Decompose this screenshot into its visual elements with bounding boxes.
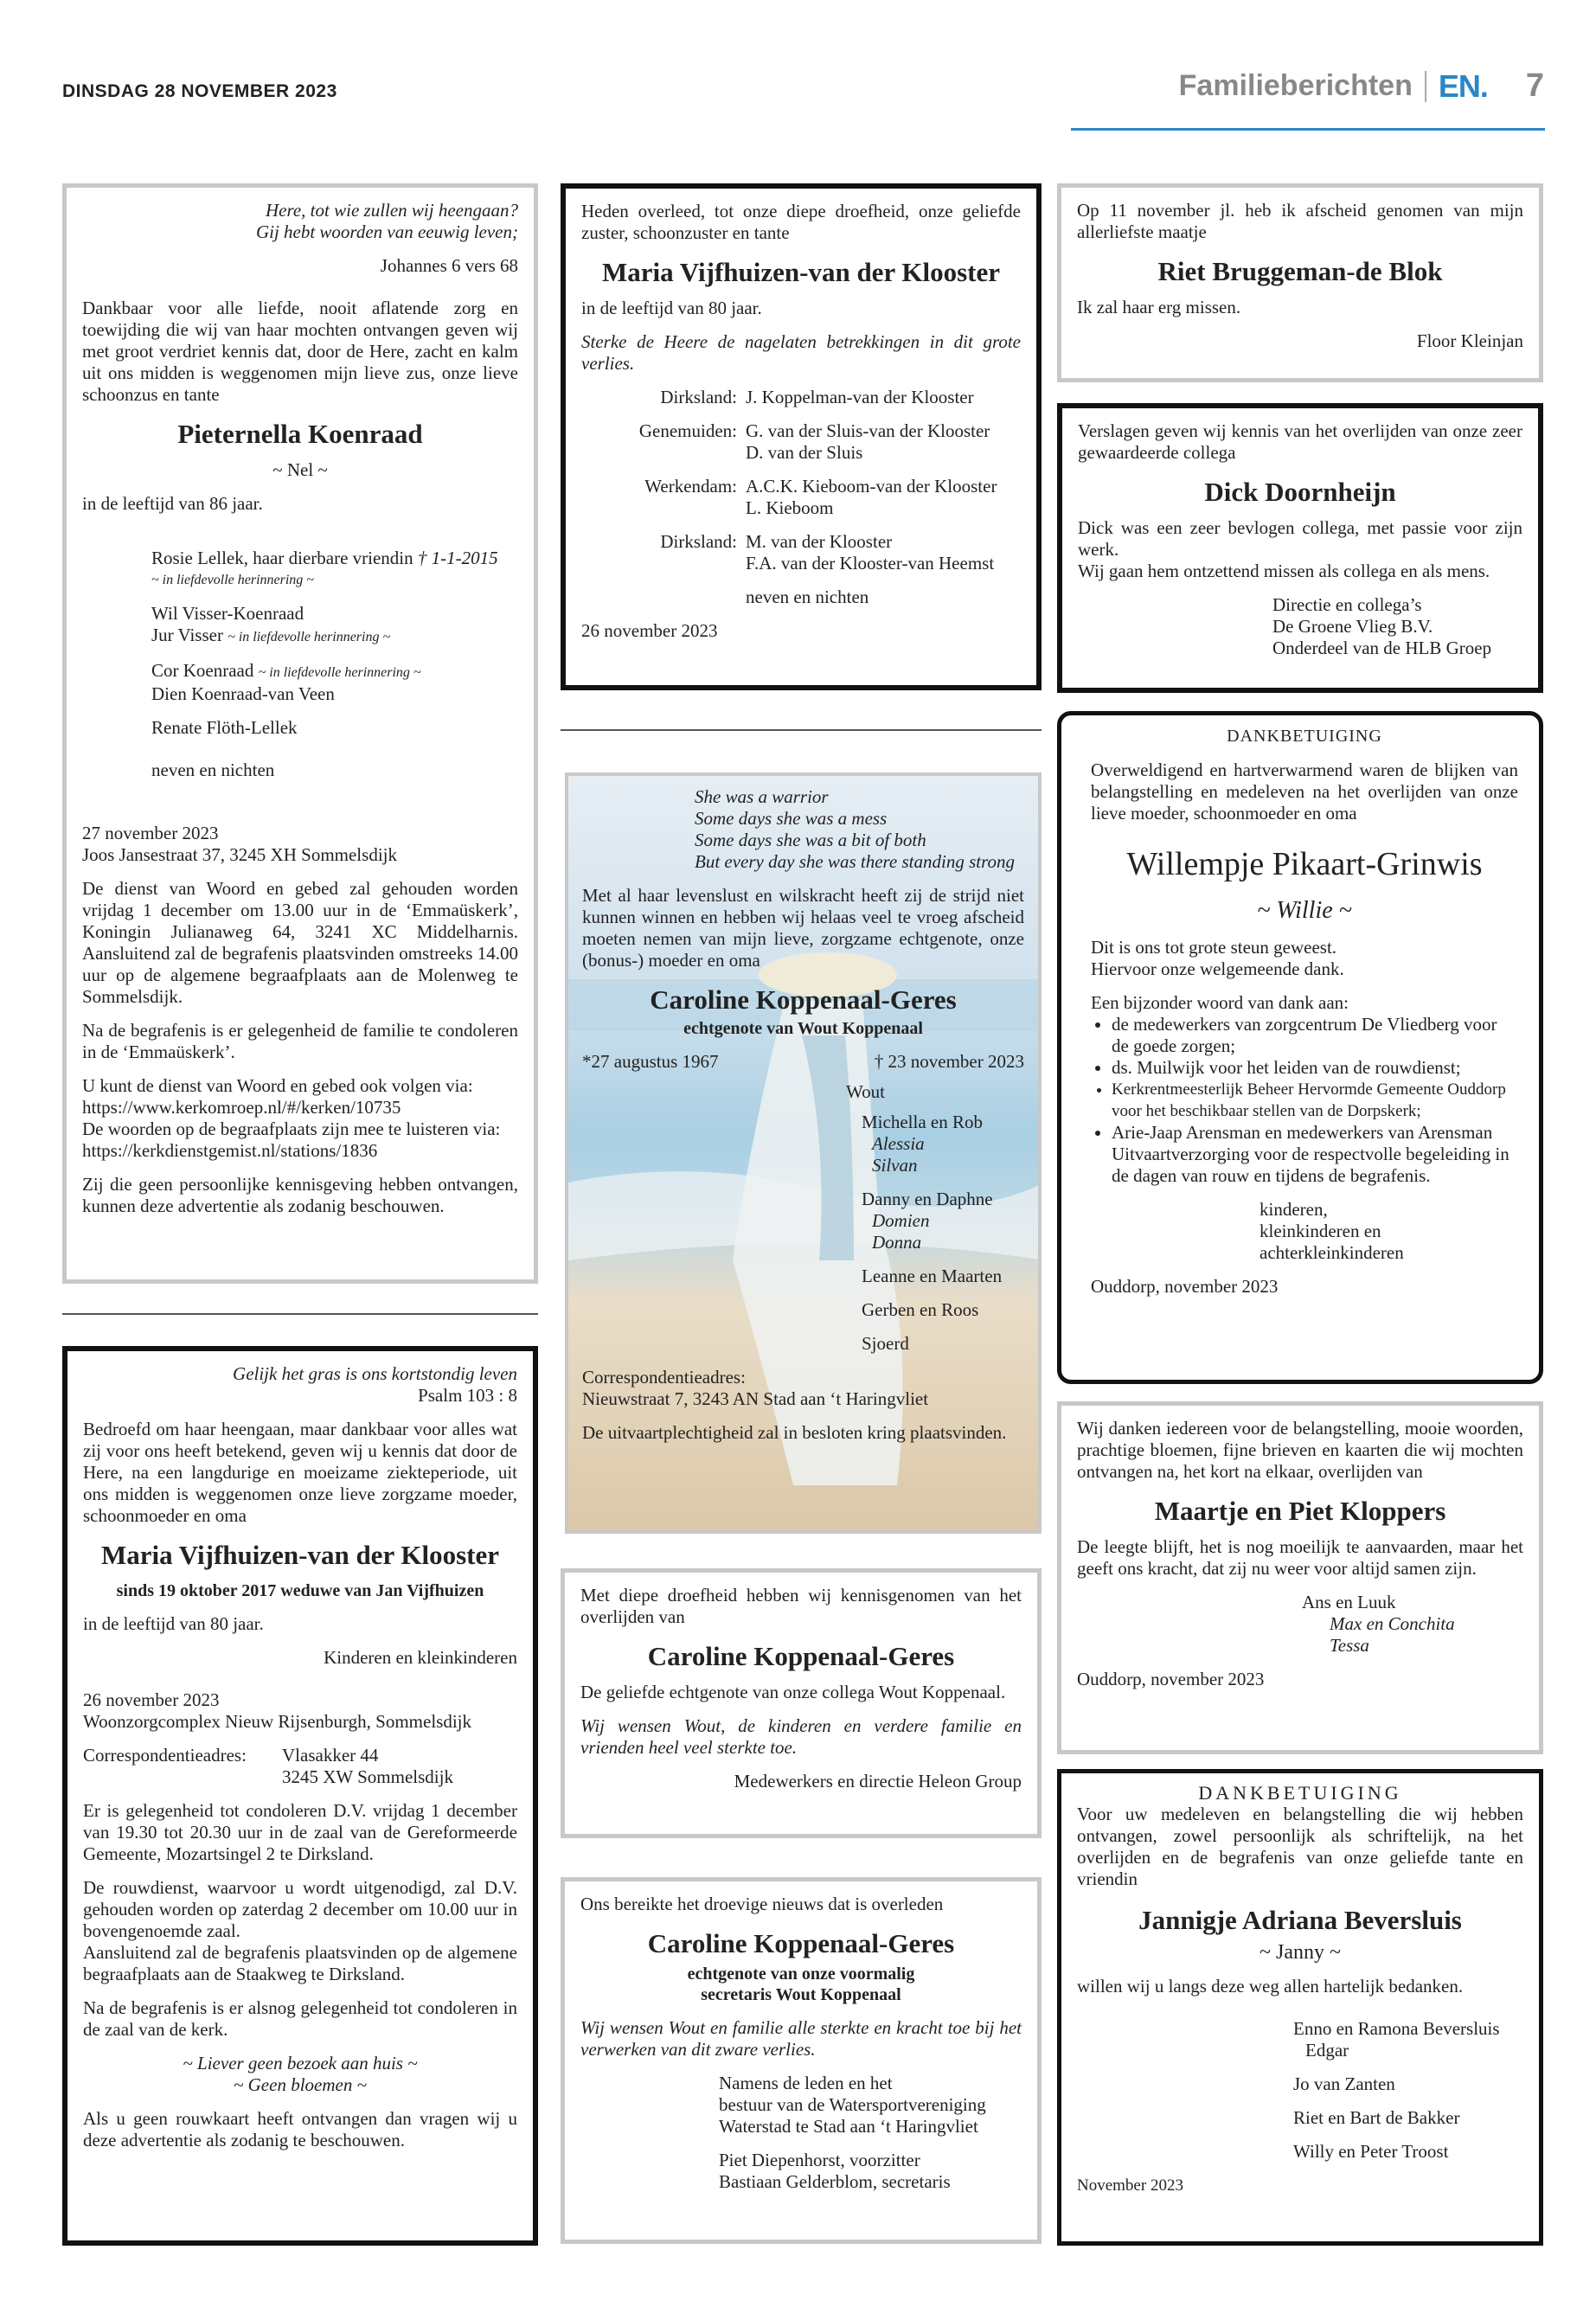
deceased-name: Dick Doornheijn: [1204, 477, 1396, 507]
notice-willempje: [1057, 711, 1543, 1384]
list-item: • Kerkrentmeesterlijk Beheer Hervormde Gemeente Ouddorp voor het beschikbaar stellen van de Dorpskerk;: [1112, 1079, 1518, 1122]
death-date: † 23 november 2023: [874, 1051, 1024, 1072]
notice-vijfhuizen-siblings: [561, 183, 1042, 690]
list-item: • de medewerkers van zorgcentrum De Vliedberg voor de goede zorgen;: [1112, 1014, 1518, 1057]
relative-place: Dirksland:: [660, 531, 737, 552]
intro-text: Overweldigend en hartverwarmend waren de blijken van belangstelling en medeleven na het overlijden van onze lieve moeder, schoonmoeder en oma: [1091, 760, 1518, 824]
signatories: [1091, 1199, 1518, 1264]
nickname: ~ Nel ~: [272, 459, 328, 480]
poem-line: But every day she was there standing strong: [695, 851, 1015, 872]
verse-ref: Johannes 6 vers 68: [380, 255, 518, 276]
sign-line: Waterstad te Stad aan ‘t Haringvliet: [719, 2116, 978, 2137]
condolence-info: Er is gelegenheid tot condoleren D.V. vrijdag 1 december van 19.30 tot 20.30 uur in de zaal van de Gereformeerde Gemeente, Mozartsingel 2 te Dirksland.: [83, 1800, 517, 1864]
intro-text: Dankbaar voor alle liefde, nooit aflatende zorg en toewijding die wij van haar mochten ontvangen geven wij met groot verdriet kennis dat, door de Here, zacht en kalm uit ons midden is weggenomen mijn lieve zus, onze lieve schoonzus en tante: [82, 298, 518, 405]
grandchild: Alessia: [872, 1133, 925, 1154]
sign-line: Onderdeel van de HLB Groep: [1272, 638, 1492, 658]
poem-line: Some days she was a mess: [695, 808, 888, 829]
sign-line: Edgar: [1305, 2040, 1349, 2061]
notice-dick: [1057, 403, 1543, 693]
masthead: [1179, 67, 1544, 105]
relative-group: [581, 420, 1021, 464]
relative: Wout: [846, 1081, 885, 1102]
notice-date: Ouddorp, november 2023: [1077, 1669, 1265, 1689]
sign-line: kinderen,: [1259, 1199, 1328, 1220]
body-text: De leegte blijft, het is nog moeilijk te aanvaarden, maar het geeft ons kracht, dat zij nu weer voor altijd samen zijn.: [1077, 1536, 1523, 1579]
burial-info: Aansluitend zal de begrafenis plaatsvinden op de algemene begraafplaats aan de Staakweg te Dirksland.: [83, 1942, 517, 1984]
relative: L. Kieboom: [746, 497, 834, 518]
audio-info: De woorden op de begraafplaats zijn mee te luisteren via:: [82, 1118, 501, 1139]
sign-line: Max en Conchita: [1330, 1613, 1455, 1634]
service-info: De uitvaartplechtigheid zal in besloten kring plaatsvinden.: [582, 1422, 1007, 1443]
condolence-info: Na de begrafenis is er gelegenheid de familie te condoleren in de ‘Emmaüskerk’.: [82, 1020, 518, 1062]
deceased-name: Pieternella Koenraad: [177, 419, 423, 449]
sign-line: Riet en Bart de Bakker: [1293, 2107, 1460, 2128]
deceased-name: Maria Vijfhuizen-van der Klooster: [601, 257, 1001, 287]
sign-line: Tessa: [1330, 1635, 1369, 1656]
deceased-name: Maartje en Piet Kloppers: [1154, 1496, 1446, 1526]
body-text: willen wij u langs deze weg allen hartelijk bedanken.: [1077, 1976, 1464, 1997]
intro-text: Verslagen geven wij kennis van het overlijden van onze zeer gewaardeerde collega: [1078, 420, 1522, 463]
sign-line: Willy en Peter Troost: [1293, 2141, 1449, 2162]
relative: Michella en Rob: [862, 1112, 983, 1132]
closing-text: Zij die geen persoonlijke kennisgeving hebben ontvangen, kunnen deze advertentie als zodanig beschouwen.: [82, 1174, 518, 1216]
condolence-info: Na de begrafenis is er alsnog gelegenheid tot condoleren in de zaal van de kerk.: [83, 1997, 517, 2040]
body-text: Een bijzonder woord van dank aan:: [1091, 992, 1349, 1013]
deceased-name: Riet Bruggeman-de Blok: [1157, 256, 1443, 286]
notice-riet: [1057, 183, 1543, 382]
notice-date: 26 november 2023: [83, 1689, 220, 1710]
notice-date: November 2023: [1077, 2176, 1183, 2195]
verse-line: Here, tot wie zullen wij heengaan?: [265, 200, 518, 221]
body-text: Wij gaan hem ontzettend missen als collega en als mens.: [1078, 561, 1490, 581]
header-rule: [1071, 128, 1545, 131]
relative-group: [581, 387, 1021, 408]
verse-line: Gelijk het gras is ons kortstondig leven: [233, 1363, 517, 1384]
body-text: Ik zal haar erg missen.: [1077, 297, 1241, 317]
grandchild: Silvan: [872, 1155, 918, 1176]
relative: Leanne en Maarten: [862, 1266, 1003, 1286]
notice-date: 26 november 2023: [581, 620, 718, 641]
body-text: De geliefde echtgenote van onze collega Wout Koppenaal.: [580, 1682, 1006, 1702]
relative: Rosie Lellek, haar dierbare vriendin: [151, 548, 413, 568]
nickname: ~ Janny ~: [1259, 1941, 1341, 1964]
poem-line: She was a warrior: [695, 786, 829, 807]
poem-line: Some days she was a bit of both: [695, 830, 926, 850]
sign-line: Ans en Luuk: [1302, 1592, 1396, 1612]
deceased-name: Maria Vijfhuizen-van der Klooster: [100, 1540, 500, 1570]
name-subtitle: sinds 19 oktober 2017 weduwe van Jan Vijfhuizen: [116, 1581, 484, 1600]
age-line: in de leeftijd van 80 jaar.: [581, 298, 762, 318]
deceased-name: Caroline Koppenaal-Geres: [650, 984, 957, 1015]
list-item: • Arie-Jaap Arensman en medewerkers van Arensman Uitvaartverzorging voor de respectvolle begeleiding in de dagen van rouw en tijdens de begrafenis.: [1112, 1122, 1518, 1187]
relative: Danny en Daphne: [862, 1189, 993, 1209]
relative: F.A. van der Klooster-van Heemst: [746, 553, 995, 574]
relative: neven en nichten: [151, 760, 275, 780]
notice-vijfhuizen-family: [62, 1346, 538, 2246]
sign-line: Enno en Ramona Beversluis: [1293, 2018, 1500, 2039]
divider: [1425, 71, 1426, 102]
signatories: [1077, 1592, 1523, 1657]
memory-note: ~ in liefdevolle herinnering ~: [258, 665, 421, 680]
body-text: Dit is ons tot grote steun geweest.: [1091, 937, 1337, 958]
sign-line: kleinkinderen en: [1259, 1221, 1381, 1241]
notice-caroline-watersport: [561, 1877, 1042, 2244]
location: Woonzorgcomplex Nieuw Rijsenburgh, Sommelsdijk: [83, 1711, 471, 1732]
relative: A.C.K. Kieboom-van der Klooster: [746, 476, 997, 497]
body-text: Hiervoor onze welgemeende dank.: [1091, 958, 1344, 979]
request-line: ~ Geen bloemen ~: [234, 2074, 367, 2095]
intro-text: Heden overleed, tot onze diepe droefheid, onze geliefde zuster, schoonzuster en tante: [581, 201, 1021, 243]
name-subtitle: secretaris Wout Koppenaal: [701, 1985, 901, 2004]
name-subtitle: echtgenote van Wout Koppenaal: [683, 1019, 923, 1038]
relative: D. van der Sluis: [746, 442, 863, 463]
column-rule: [561, 729, 1042, 731]
stream-link[interactable]: https://www.kerkomroep.nl/#/kerken/10735: [82, 1097, 401, 1118]
grandchild: Domien: [872, 1210, 930, 1231]
newspaper-logo: EN.: [1438, 67, 1488, 104]
wish-text: Wij wensen Wout en familie alle sterkte en kracht toe bij het verwerken van dit zware verlies.: [580, 2017, 1022, 2060]
sign-line: Directie en collega’s: [1272, 594, 1422, 615]
relative: Jur Visser: [151, 625, 223, 645]
intro-text: Voor uw medeleven en belangstelling die wij hebben ontvangen, zowel persoonlijk als schriftelijk, na het overlijden en de begrafenis van onze geliefde tante en vriendin: [1077, 1804, 1523, 1889]
relative: Wil Visser-Koenraad: [151, 603, 304, 624]
intro-text: Met al haar levenslust en wilskracht heeft zij de strijd niet kunnen winnen en hebben wij helaas veel te vroeg afscheid moeten nemen van mijn lieve, zorgzame echtgenote, onze (bonus-) moeder en oma: [582, 885, 1024, 971]
relative-place: Werkendam:: [644, 476, 737, 497]
body-text: Dick was een zeer bevlogen collega, met passie voor zijn werk.: [1078, 517, 1522, 560]
address: Joos Jansestraat 37, 3245 XH Sommelsdijk: [82, 844, 397, 865]
deceased-name: Willempje Pikaart-Grinwis: [1126, 846, 1483, 882]
signatories: [580, 2073, 1022, 2193]
corr-label: Correspondentieadres:: [83, 1745, 247, 1766]
signatories: Medewerkers en directie Heleon Group: [734, 1771, 1022, 1791]
relative-place: Dirksland:: [660, 387, 737, 407]
relative: Gerben en Roos: [862, 1299, 979, 1320]
notice-date: 27 november 2023: [82, 823, 219, 843]
relative: neven en nichten: [746, 586, 869, 607]
deceased-name: Caroline Koppenaal-Geres: [647, 1928, 955, 1958]
sign-line: achterkleinkinderen: [1259, 1242, 1404, 1263]
relative: Renate Flöth-Lellek: [151, 717, 298, 738]
name-subtitle: echtgenote van onze voormalig: [687, 1965, 915, 1984]
intro-text: Wij danken iedereen voor de belangstelling, mooie woorden, prachtige bloemen, fijne brieven en kaarten die wij mochten ontvangen na, het kort na elkaar, overlijden van: [1077, 1418, 1523, 1482]
relative: Cor Koenraad: [151, 660, 254, 681]
service-info: De rouwdienst, waarvoor u wordt uitgenodigd, zal D.V. gehouden worden op zaterdag 2 december om 10.00 uur in bovengenoemde zaal.: [83, 1877, 517, 1941]
corr-label: Correspondentieadres:: [582, 1367, 746, 1388]
notice-date: Ouddorp, november 2023: [1091, 1276, 1279, 1297]
signatories: [1077, 2018, 1523, 2163]
intro-text: Met diepe droefheid hebben wij kennisgenomen van het overlijden van: [580, 1585, 1022, 1627]
relative-group: [581, 476, 1021, 519]
relative: J. Koppelman-van der Klooster: [746, 387, 974, 407]
stream-info: U kunt de dienst van Woord en gebed ook volgen via:: [82, 1075, 473, 1096]
signatories: Floor Kleinjan: [1416, 330, 1523, 351]
verse-line: Sterke de Heere de nagelaten betrekkingen in dit grote verlies.: [581, 331, 1021, 374]
notice-jannigje: [1057, 1769, 1543, 2246]
correspondence-address: [83, 1745, 517, 1788]
verse-line: Gij hebt woorden van eeuwig leven;: [255, 221, 518, 242]
closing-text: Als u geen rouwkaart heeft ontvangen dan vragen wij u deze advertentie als zodanig te beschouwen.: [83, 2108, 517, 2150]
relative-date: † 1-1-2015: [417, 548, 498, 568]
wish-text: Wij wensen Wout, de kinderen en verdere familie en vrienden heel veel sterkte toe.: [580, 1715, 1022, 1758]
relative: G. van der Sluis-van der Klooster: [746, 420, 990, 441]
memory-note: ~ in liefdevolle herinnering ~: [228, 630, 391, 644]
sign-line: bestuur van de Watersportvereniging: [719, 2094, 986, 2115]
notice-caroline-heleon: [561, 1568, 1042, 1838]
sign-line: Namens de leden en het: [719, 2073, 893, 2093]
sign-line: Jo van Zanten: [1293, 2073, 1395, 2094]
signatories: Kinderen en kleinkinderen: [324, 1647, 517, 1668]
notice-heading: DANKBETUIGING: [1227, 727, 1382, 746]
page-number: 7: [1525, 67, 1544, 104]
notice-caroline-family: [565, 772, 1042, 1534]
relative-place: Genemuiden:: [638, 420, 737, 441]
notice-koenraad: [62, 183, 538, 1284]
family-list: [582, 1081, 1024, 1355]
corr-line: Vlasakker 44: [282, 1745, 379, 1766]
relative: Sjoerd: [862, 1333, 909, 1354]
memory-note: ~ in liefdevolle herinnering ~: [151, 573, 314, 587]
intro-text: Ons bereikte het droevige nieuws dat is overleden: [580, 1894, 944, 1914]
signatories: [1078, 594, 1522, 659]
verse-ref: Psalm 103 : 8: [418, 1385, 517, 1406]
page-date: DINSDAG 28 NOVEMBER 2023: [62, 81, 337, 101]
grandchild: Donna: [872, 1232, 922, 1253]
relatives-list: [82, 548, 518, 781]
notice-kloppers: [1057, 1401, 1543, 1754]
notice-heading: DANKBETUIGING: [1198, 1782, 1402, 1804]
nickname: ~ Willie ~: [1257, 897, 1352, 924]
relative-group: [581, 531, 1021, 574]
address: Nieuwstraat 7, 3243 AN Stad aan ‘t Haringvliet: [582, 1388, 929, 1409]
deceased-name: Caroline Koppenaal-Geres: [647, 1641, 955, 1671]
relative: M. van der Klooster: [746, 531, 893, 552]
audio-link[interactable]: https://kerkdienstgemist.nl/stations/1836: [82, 1140, 378, 1161]
service-info: De dienst van Woord en gebed zal gehouden worden vrijdag 1 december om 13.00 uur in de ‘Emmaüskerk’, Koningin Julianaweg 64, 3241 XC Middelharnis. Aansluitend zal de begrafenis plaatsvinden omstreeks 14.00 uur op de algemene begraafplaats aan de Molenweg te Sommelsdijk.: [82, 878, 518, 1007]
relative: Dien Koenraad-van Veen: [151, 683, 335, 704]
thanks-list: [1091, 1014, 1518, 1187]
deceased-name: Jannigje Adriana Beversluis: [1138, 1905, 1462, 1935]
column-rule: [62, 1313, 538, 1315]
list-item: • ds. Muilwijk voor het leiden van de rouwdienst;: [1112, 1057, 1518, 1079]
sign-line: Piet Diepenhorst, voorzitter: [719, 2150, 920, 2170]
corr-line: 3245 XW Sommelsdijk: [282, 1766, 453, 1787]
section-title: Familieberichten: [1178, 69, 1413, 102]
intro-text: Bedroefd om haar heengaan, maar dankbaar voor alles wat zij voor ons heeft betekend, geven wij u kennis dat door de Here, na een langdurige en moeizame ziekteperiode, uit ons midden is weggenomen onze lieve zorgzame moeder, schoonmoeder en oma: [83, 1419, 517, 1526]
age-line: in de leeftijd van 86 jaar.: [82, 493, 263, 514]
request-line: ~ Liever geen bezoek aan huis ~: [183, 2053, 418, 2073]
age-line: in de leeftijd van 80 jaar.: [83, 1613, 264, 1634]
intro-text: Op 11 november jl. heb ik afscheid genomen van mijn allerliefste maatje: [1077, 200, 1523, 242]
sign-line: De Groene Vlieg B.V.: [1272, 616, 1433, 637]
sign-line: Bastiaan Gelderblom, secretaris: [719, 2171, 951, 2192]
birth-date: *27 augustus 1967: [582, 1051, 719, 1072]
